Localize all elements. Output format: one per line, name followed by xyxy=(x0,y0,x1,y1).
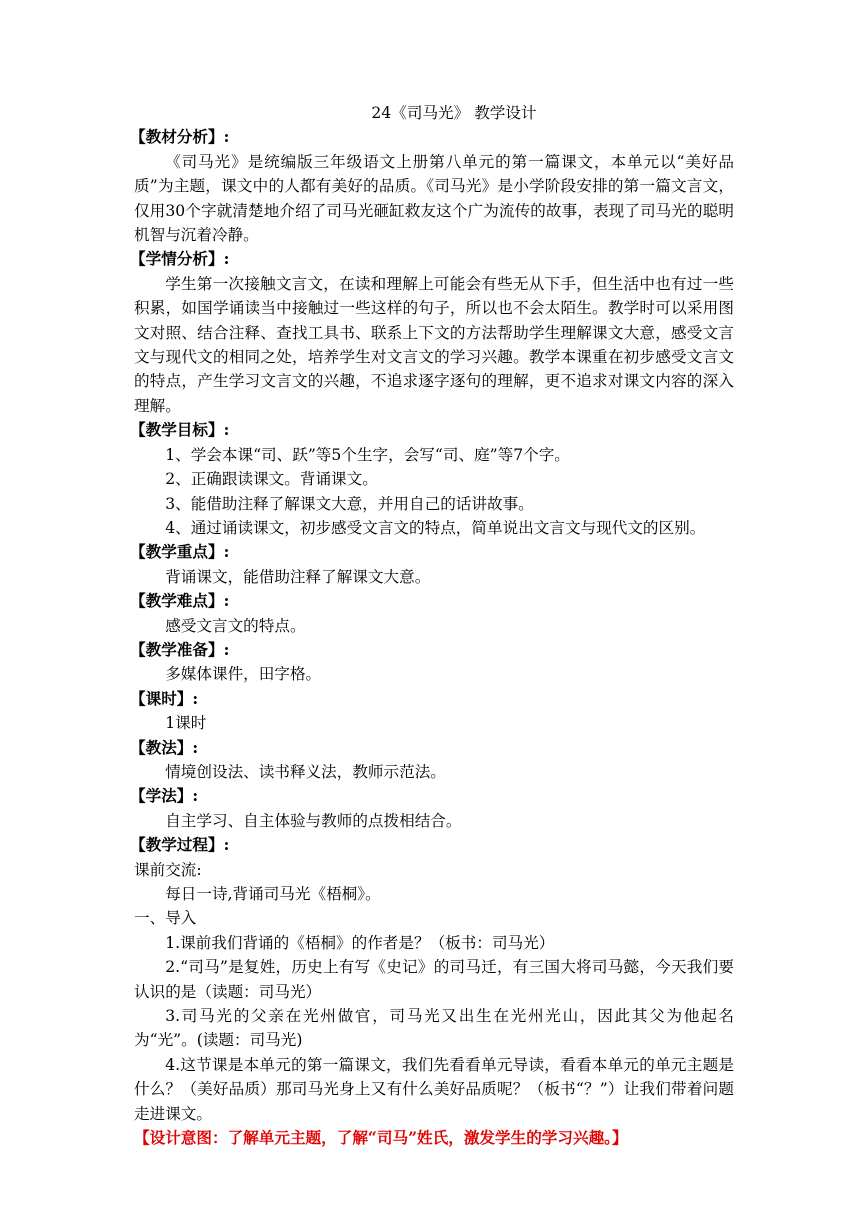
section-heading: 【学法】: xyxy=(130,786,199,806)
document-body xyxy=(130,101,734,1150)
objective-item: 2、正确跟读课文。背诵课文。 xyxy=(165,470,378,489)
section-paragraph: 情境创设法、读书释义法，教师示范法。 xyxy=(165,762,446,781)
section-paragraph: 感受文言文的特点。 xyxy=(165,616,306,635)
section-heading: 【教学准备】: xyxy=(130,639,230,659)
section-paragraph: 自主学习、自主体验与教师的点拨相结合。 xyxy=(165,811,462,830)
process-item: 4.这节课是本单元的第一篇课文，我们先看看单元导读，看看本单元的单元主题是什么？（美好品质）那司马光身上又有什么美好品质呢？（板书“？”）让我们带着问题走进课文。 xyxy=(134,1055,734,1123)
section-paragraph: 学生第一次接触文言文，在读和理解上可能会有些无从下手，但生活中也有过一些积累，如国学诵读当中接触过一些这样的句子，所以也不会太陌生。教学时可以采用图文对照、结合注释、查找工具书、联系上下文的方法帮助学生理解课文大意，感受文言文与现代文的相同之处，培养学生对文言文的学习兴趣。教学本课重在初步感受文言文的特点，产生学习文言文的兴趣，不追求逐字逐句的理解，更不追求对课文内容的深入理解。 xyxy=(134,274,734,415)
section-heading: 【学情分析】: xyxy=(130,249,230,269)
section-paragraph: 背诵课文，能借助注释了解课文大意。 xyxy=(165,567,431,586)
pre-class-text: 每日一诗,背诵司马光《梧桐》。 xyxy=(165,885,381,903)
step-heading: 一、导入 xyxy=(134,909,197,928)
process-item: 2.“司马”是复姓，历史上有写《史记》的司马迁，有三国大将司马懿，今天我们要认识的是（读题：司马光） xyxy=(134,958,734,1001)
design-intent-note: 【设计意图：了解单元主题，了解“司马”姓氏，激发学生的学习兴趣。】 xyxy=(134,1128,628,1148)
section-heading: 【教学重点】: xyxy=(130,542,230,562)
process-item: 1.课前我们背诵的《梧桐》的作者是？（板书：司马光） xyxy=(165,933,555,952)
section-paragraph: 《司马光》是统编版三年级语文上册第八单元的第一篇课文，本单元以“美好品质”为主题，课文中的人都有美好的品质。《司马光》是小学阶段安排的第一篇文言文，仅用30个字就清楚地介绍了司马光砸缸救友这个广为流传的故事，表现了司马光的聪明机智与沉着冷静。 xyxy=(134,152,734,245)
section-heading: 【教学过程】: xyxy=(130,835,230,855)
section-heading: 【教学难点】: xyxy=(130,591,230,611)
pre-class-label: 课前交流: xyxy=(134,860,202,879)
section-heading: 【教学目标】: xyxy=(130,420,230,440)
section-paragraph: 多媒体课件，田字格。 xyxy=(165,665,322,684)
section-heading: 【教法】: xyxy=(130,737,199,757)
section-paragraph: 1课时 xyxy=(165,714,207,733)
section-heading: 【教材分析】: xyxy=(130,127,230,147)
objective-item: 3、能借助注释了解课文大意，并用自己的话讲故事。 xyxy=(165,494,534,513)
page-title: 24《司马光》 教学设计 xyxy=(371,104,537,122)
section-heading: 【课时】: xyxy=(130,688,199,708)
objective-item: 1、学会本课“司、跃”等5个生字，会写“司、庭”等7个字。 xyxy=(165,445,570,464)
process-item: 3.司马光的父亲在光州做官，司马光又出生在光州光山，因此其父为他起名为“光”。(读题：司马光) xyxy=(134,1007,734,1050)
objective-item: 4、通过诵读课文，初步感受文言文的特点，简单说出文言文与现代文的区别。 xyxy=(165,518,706,537)
